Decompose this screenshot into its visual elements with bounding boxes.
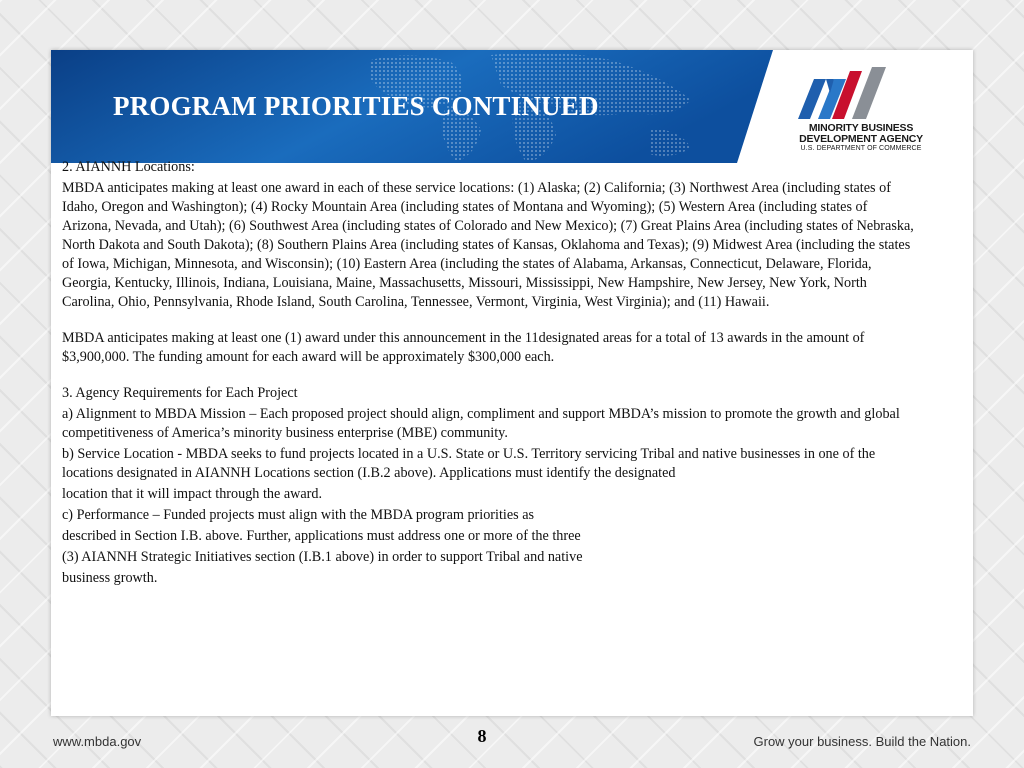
paragraph-performance-cont1: described in Section I.B. above. Further, applications must address one or more of the three <box>62 528 581 544</box>
section-heading-requirements: 3. Agency Requirements for Each Project <box>62 385 298 401</box>
mbda-logo <box>796 65 926 155</box>
paragraph-performance-cont3: business growth. <box>62 570 158 586</box>
logo-text-line3: U.S. DEPARTMENT OF COMMERCE <box>800 145 922 152</box>
logo-text-line2: DEVELOPMENT AGENCY <box>799 133 923 145</box>
footer-website-link[interactable]: www.mbda.gov <box>53 734 142 749</box>
footer-tagline: Grow your business. Build the Nation. <box>753 734 971 749</box>
paragraph-locations-list: MBDA anticipates making at least one award in each of these service locations: (1) Alaska; (2) California; (3) Northwest Area (including states of Idaho, Oregon and Washington); (4) Rocky Mountain Area (including states of Montana and Wyoming); (5) Western Area (including states of Arizona, Nevada, and Utah); (6) Southwest Area (including states of Colorado and New Mexico); (7) Great Plains Area (including states of Nebraska, North Dakota and South Dakota); (8) Southern Plains Area (including states of Kansas, Oklahoma and Texas); (9) Midwest Area (including the states of Iowa, Michigan, Minnesota, and Wisconsin); (10) Eastern Area (including the states of Alabama, Arkansas, Connecticut, Delaware, Florida, Georgia, Kentucky, Illinois, Indiana, Louisiana, Maine, Massachusetts, Missouri, Mississippi, New Hampshire, New Jersey, New York, North Carolina, Ohio, Pennsylvania, Rhode Island, South Carolina, Tennessee, Vermont, Virginia, West Virginia); and (11) Hawaii. <box>62 180 914 310</box>
page-title: PROGRAM PRIORITIES CONTINUED <box>113 91 599 121</box>
paragraph-alignment: a) Alignment to MBDA Mission – Each proposed project should align, compliment and support MBDA’s mission to promote the growth and global competitiveness of America’s minority business enterprise (MBE) community. <box>62 406 900 441</box>
paragraph-performance-cont2: (3) AIANNH Strategic Initiatives section (I.B.1 above) in order to support Tribal and native <box>62 549 583 565</box>
paragraph-performance: c) Performance – Funded projects must align with the MBDA program priorities as <box>62 507 535 523</box>
paragraph-funding: MBDA anticipates making at least one (1) award under this announcement in the 11designated areas for a total of 13 awards in the amount of $3,900,000. The funding amount for each award will be approximately $300,000 each. <box>62 330 865 365</box>
paragraph-service-location: b) Service Location - MBDA seeks to fund projects located in a U.S. State or U.S. Territory servicing Tribal and native businesses in one of the locations designated in AIANNH Locations section (I.B.2 above). Applications must identify the designated <box>62 446 876 481</box>
section-heading-locations: 2. AIANNH Locations: <box>62 159 195 175</box>
page-number: 8 <box>477 726 487 746</box>
mbda-logo-mark-icon <box>796 65 890 121</box>
logo-text-line1: MINORITY BUSINESS <box>808 122 914 134</box>
paragraph-service-location-cont: location that it will impact through the award. <box>62 486 323 502</box>
header-banner <box>51 50 973 163</box>
slide-body <box>62 158 914 588</box>
